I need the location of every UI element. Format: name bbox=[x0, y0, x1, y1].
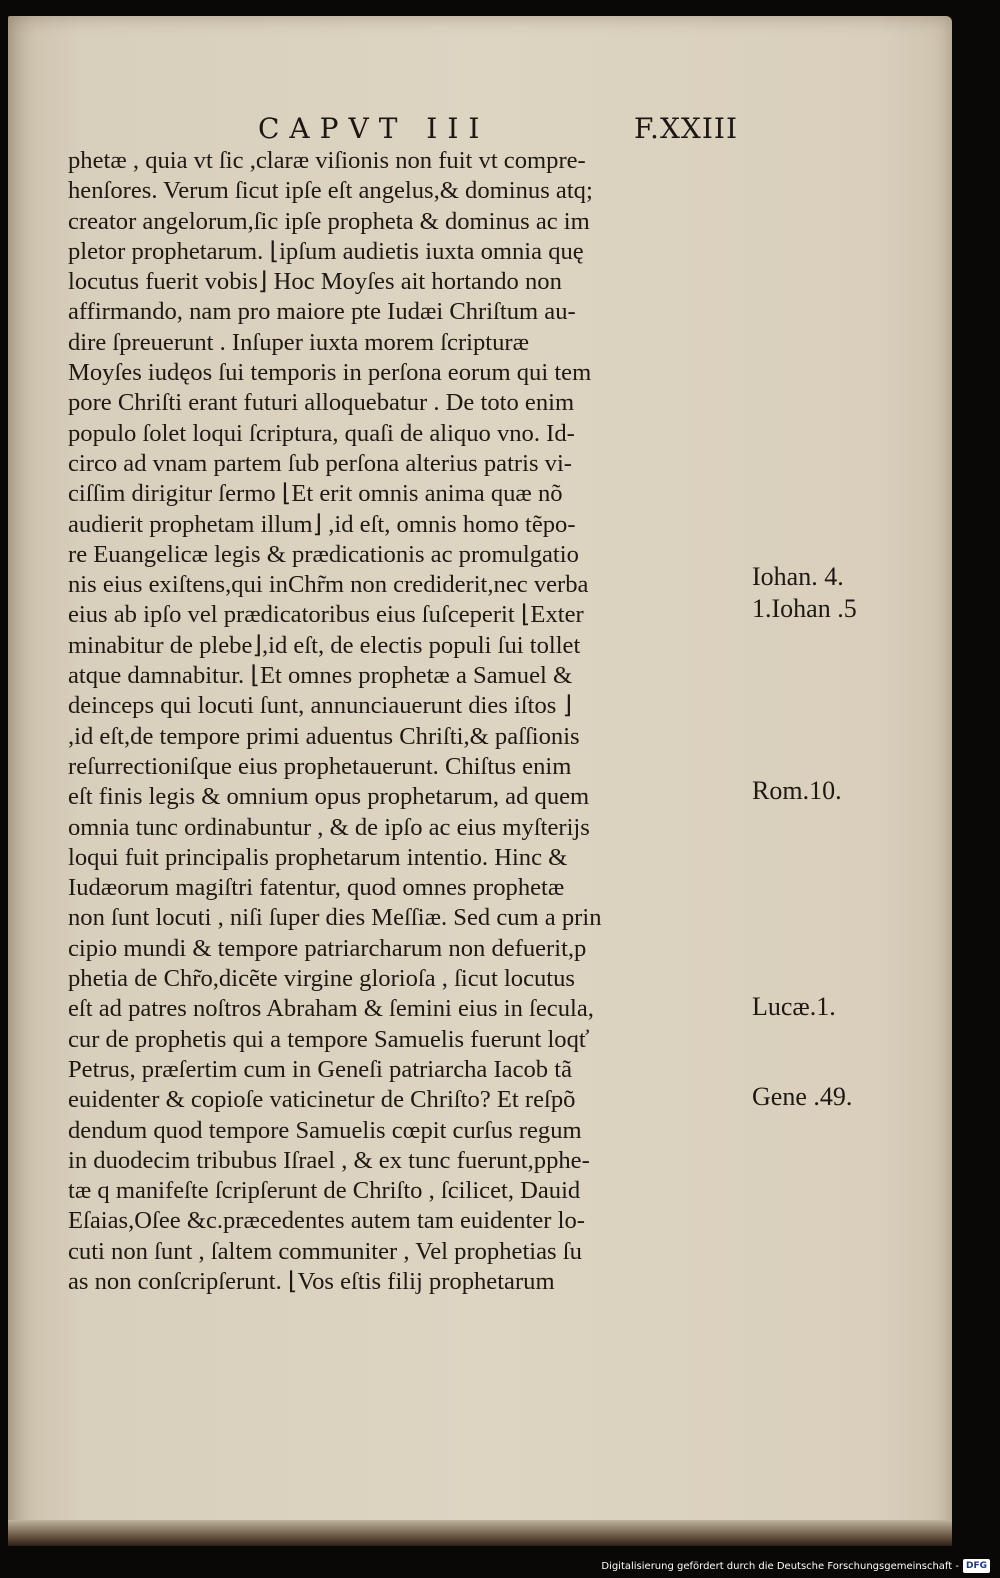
text-line: non ſunt locuti , niſi ſuper dies Meſſiæ. Sed cum a prin bbox=[68, 904, 602, 932]
text-line: locutus fuerit vobis⌋ Hoc Moyſes ait hortando non bbox=[68, 268, 562, 296]
marginal-reference: 1.Iohan .5 bbox=[752, 594, 857, 623]
credit-text: Digitalisierung gefördert durch die Deutsche Forschungsgemeinschaft - bbox=[601, 1560, 959, 1572]
text-line: eius ab ipſo vel prædicatoribus eius ſuſceperit ⌊Exter bbox=[68, 601, 584, 629]
marginal-reference: Iohan. 4. bbox=[752, 562, 844, 591]
text-line: eſt ad patres noſtros Abraham & ſemini eius in ſecula, bbox=[68, 995, 594, 1023]
text-line: as non conſcripſerunt. ⌊Vos eſtis filij prophetarum bbox=[68, 1267, 555, 1295]
text-line: minabitur de plebe⌋,id eſt, de electis populi ſui tollet bbox=[68, 631, 581, 659]
text-line: loqui fuit principalis prophetarum intentio. Hinc & bbox=[68, 843, 568, 871]
text-line: cur de prophetis qui a tempore Samuelis fuerunt loqť bbox=[68, 1025, 590, 1053]
text-line: pletor prophetarum. ⌊ipſum audietis iuxta omnia quę bbox=[68, 237, 584, 265]
folio-number: F.XXIII bbox=[633, 112, 738, 145]
dfg-logo: DFG bbox=[963, 1559, 990, 1573]
text-line: dendum quod tempore Samuelis cœpit curſus regum bbox=[68, 1116, 582, 1144]
text-line: re Euangelicæ legis & prædicationis ac promulgatio bbox=[68, 540, 579, 568]
text-line: ,id eſt,de tempore primi aduentus Chriſti,& paſſionis bbox=[68, 722, 580, 750]
marginal-reference: Gene .49. bbox=[752, 1082, 853, 1111]
text-line: cuti non ſunt , ſaltem communiter , Vel prophetias ſu bbox=[68, 1237, 582, 1265]
text-line: dire ſpreuerunt . Inſuper iuxta morem ſcripturæ bbox=[68, 328, 529, 356]
text-line: omnia tunc ordinabuntur , & de ipſo ac eius myſterijs bbox=[68, 813, 590, 841]
text-line: tæ q manifeſte ſcripſerunt de Chriſto , ſcilicet, Dauid bbox=[68, 1177, 581, 1205]
marginal-reference: Rom.10. bbox=[752, 776, 842, 805]
text-line: ciſſim dirigitur ſermo ⌊Et erit omnis anima quæ nõ bbox=[68, 480, 563, 508]
text-line: nis eius exiſtens,qui inChr̃m non crediderit,nec verba bbox=[68, 571, 589, 599]
text-line: audierit prophetam illum⌋ ,id eſt, omnis homo tẽpo- bbox=[68, 510, 576, 538]
digitization-credit bbox=[601, 1558, 990, 1574]
text-line: euidenter & copioſe vaticinetur de Chriſto? Et reſpõ bbox=[68, 1086, 576, 1114]
text-line: Moyſes iudęos ſui temporis in perſona eorum qui tem bbox=[68, 359, 592, 387]
page-header bbox=[258, 112, 738, 148]
text-line: in duodecim tribubus Iſrael , & ex tunc fuerunt,pphe- bbox=[68, 1146, 590, 1174]
marginal-reference: Lucæ.1. bbox=[752, 992, 836, 1021]
page-bottom-edge bbox=[8, 1520, 952, 1546]
text-line: cipio mundi & tempore patriarcharum non defuerit,p bbox=[68, 934, 587, 962]
text-line: Petrus, præſertim cum in Geneſi patriarcha Iacob tã bbox=[68, 1055, 572, 1083]
text-line: circo ad vnam partem ſub perſona alterius patris vi- bbox=[68, 449, 572, 477]
text-line: creator angelorum,ſic ipſe propheta & dominus ac im bbox=[68, 207, 590, 235]
text-line: pore Chriſti erant futuri alloquebatur . De toto enim bbox=[68, 389, 575, 417]
text-line: populo ſolet loqui ſcriptura, quaſi de aliquo vno. Id- bbox=[68, 419, 575, 447]
text-line: eſt finis legis & omnium opus prophetarum, ad quem bbox=[68, 783, 590, 811]
text-line: Eſaias,Oſee &c.præcedentes autem tam euidenter lo- bbox=[68, 1207, 585, 1235]
text-line: henſores. Verum ſicut ipſe eſt angelus,& dominus atq; bbox=[68, 177, 593, 205]
text-line: deinceps qui locuti ſunt, annunciauerunt dies iſtos ⌋ bbox=[68, 692, 573, 720]
text-line: Iudæorum magiſtri fatentur, quod omnes prophetæ bbox=[68, 874, 565, 902]
text-line: atque damnabitur. ⌊Et omnes prophetæ a Samuel & bbox=[68, 662, 573, 690]
running-title: CAPVT III bbox=[258, 112, 490, 145]
text-line: phetæ , quia vt ſic ,claræ viſionis non fuit vt compre- bbox=[68, 147, 586, 174]
body-text bbox=[68, 146, 748, 1297]
text-line: phetia de Chr̃o,dicẽte virgine glorioſa , ſicut locutus bbox=[68, 965, 576, 993]
text-line: reſurrectioniſque eius prophetauerunt. Chiſtus enim bbox=[68, 752, 572, 780]
text-line: affirmando, nam pro maiore pte Iudæi Chriſtum au- bbox=[68, 298, 576, 326]
